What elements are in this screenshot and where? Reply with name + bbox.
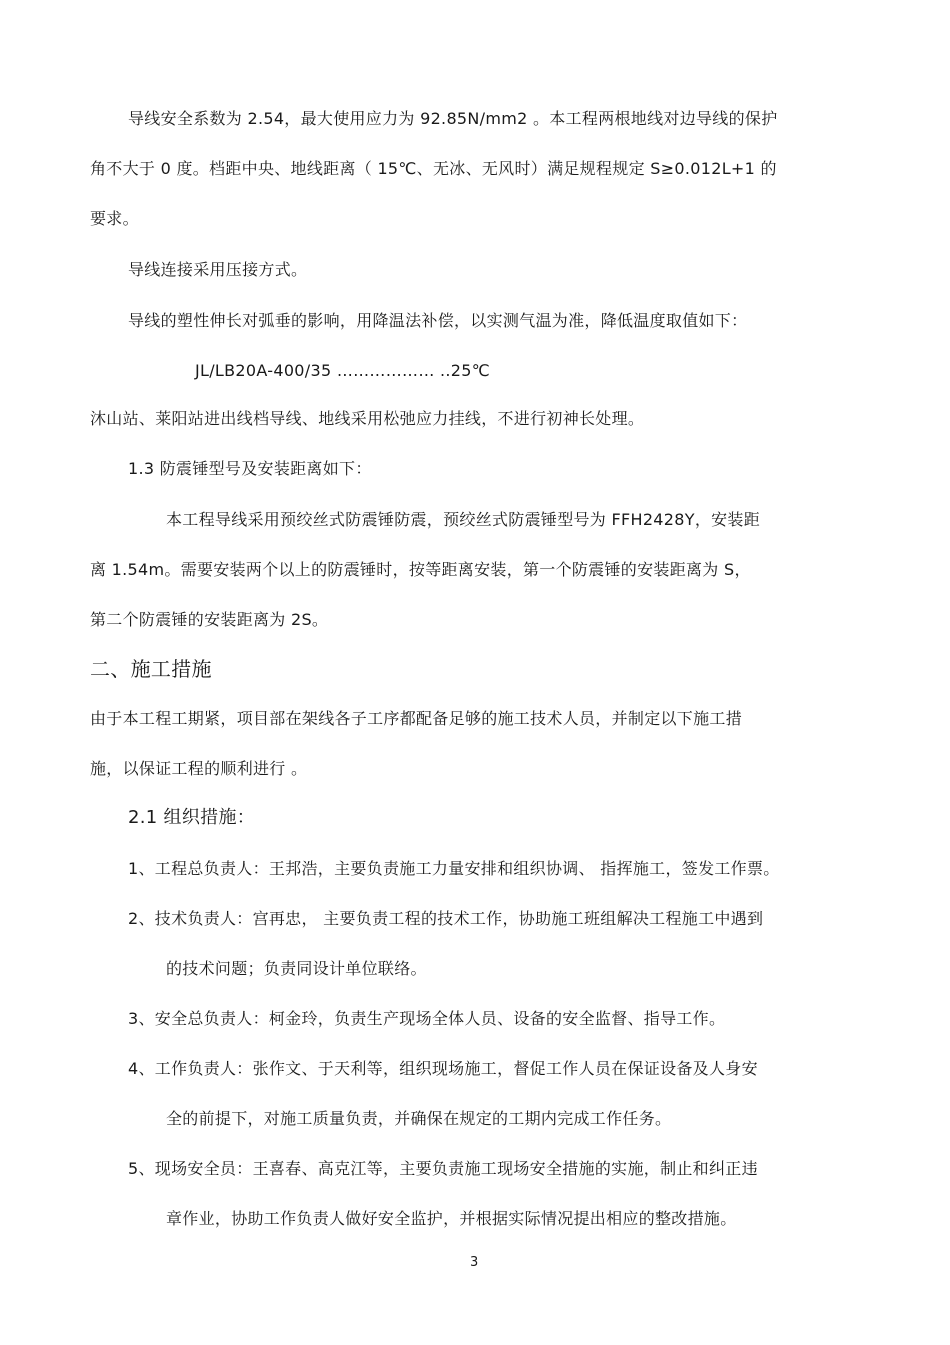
list-item-3: 3、安全总负责人：柯金玲，负责生产现场全体人员、设备的安全监督、指导工作。: [128, 1009, 726, 1028]
damper-line-2: 离 1.54m。需要安装两个以上的防震锤时，按等距离安装，第一个防震锤的安装距离为 S，: [90, 560, 751, 579]
safety-line-3: 要求。: [90, 209, 139, 228]
safety-line-2: 角不大于 0 度。档距中央、地线距离（ 15℃、无冰、无风时）满足规程规定 S≥0.012L+1 的: [90, 159, 777, 178]
list-item-1: 1、工程总负责人：王邦浩，主要负责施工力量安排和组织协调、 指挥施工，签发工作票。: [128, 859, 780, 878]
intro-line-1: 由于本工程工期紧，项目部在架线各子工序都配备足够的施工技术人员，并制定以下施工措: [90, 709, 743, 728]
page-number: 3: [470, 1255, 479, 1270]
section-2-heading: 二、施工措施: [90, 657, 212, 681]
connection-text: 导线连接采用压接方式。: [128, 260, 308, 279]
list-item-2-line-1: 2、技术负责人：宫再忠， 主要负责工程的技术工作，协助施工班组解决工程施工中遇到: [128, 909, 764, 928]
list-item-2-line-2: 的技术问题；负责同设计单位联络。: [166, 959, 427, 978]
list-item-4-line-2: 全的前提下，对施工质量负责，并确保在规定的工期内完成工作任务。: [166, 1109, 672, 1128]
list-item-4-line-1: 4、工作负责人：张作文、于天利等，组织现场施工，督促工作人员在保证设备及人身安: [128, 1059, 758, 1078]
damper-line-1: 本工程导线采用预绞丝式防震锤防震，预绞丝式防震锤型号为 FFH2428Y，安装距: [166, 510, 761, 529]
plastic-elongation-text: 导线的塑性伸长对弧垂的影响，用降温法补偿，以实测气温为准，降低温度取值如下：: [128, 311, 748, 330]
safety-line-1: 导线安全系数为 2.54，最大使用应力为 92.85N/mm2 。本工程两根地线对边导线的保护: [128, 109, 778, 128]
damper-line-3: 第二个防震锤的安装距离为 2S。: [90, 610, 329, 629]
section-1-3-heading: 1.3 防震锤型号及安装距离如下：: [128, 459, 372, 478]
list-item-5-line-2: 章作业，协助工作负责人做好安全监护，并根据实际情况提出相应的整改措施。: [166, 1209, 737, 1228]
list-item-5-line-1: 5、现场安全员：王喜春、高克江等，主要负责施工现场安全措施的实施，制止和纠正违: [128, 1159, 758, 1178]
intro-line-2: 施，以保证工程的顺利进行 。: [90, 759, 308, 778]
conductor-temp-value: JL/LB20A-400/35 ……………… ..25℃: [195, 361, 491, 380]
stations-text: 沐山站、莱阳站进出线档导线、地线采用松弛应力挂线，不进行初神长处理。: [90, 409, 645, 428]
section-2-1-heading: 2.1 组织措施：: [128, 807, 256, 828]
